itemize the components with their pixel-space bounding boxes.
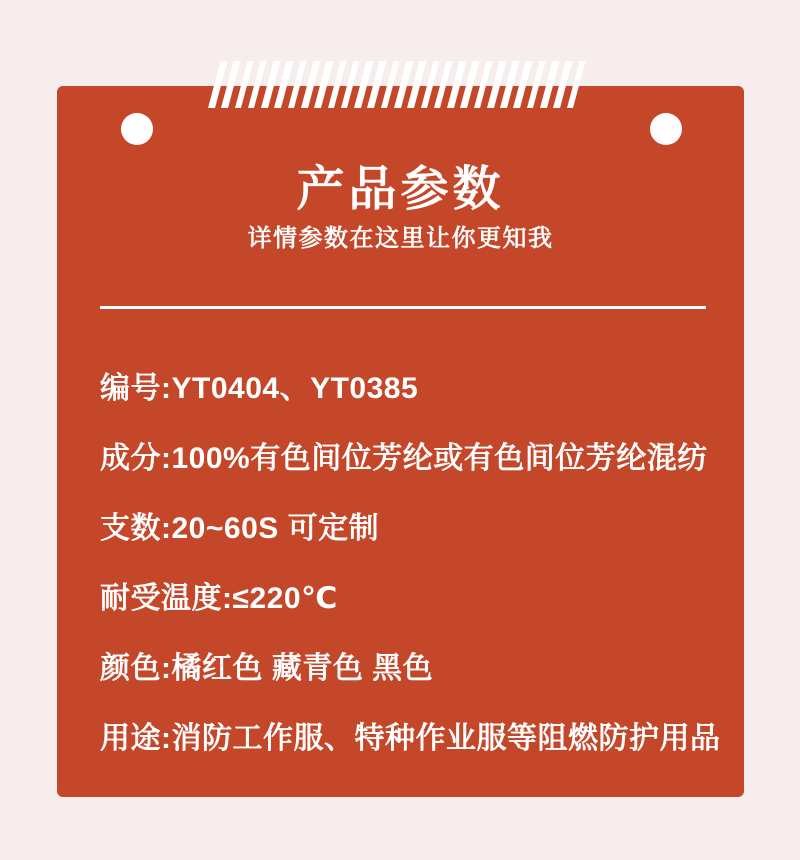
punch-hole-right (650, 113, 682, 145)
page-subtitle: 详情参数在这里让你更知我 (247, 225, 554, 252)
diagonal-stripes-decoration (208, 61, 593, 108)
param-row-color: 颜色:橘红色 藏青色 黑色 (100, 652, 434, 685)
param-row-usage: 用途:消防工作服、特种作业服等阻燃防护用品 (100, 722, 721, 755)
param-row-code: 编号:YT0404、YT0385 (100, 372, 419, 405)
param-row-composition: 成分:100%有色间位芳纶或有色间位芳纶混纺 (100, 442, 708, 475)
param-row-count: 支数:20~60S 可定制 (100, 512, 380, 545)
punch-hole-left (121, 113, 153, 145)
params-list (100, 350, 724, 770)
product-params-card (57, 86, 744, 797)
param-row-temperature: 耐受温度:≤220℃ (100, 582, 338, 615)
divider-line (100, 306, 706, 309)
page-title: 产品参数 (296, 163, 505, 216)
